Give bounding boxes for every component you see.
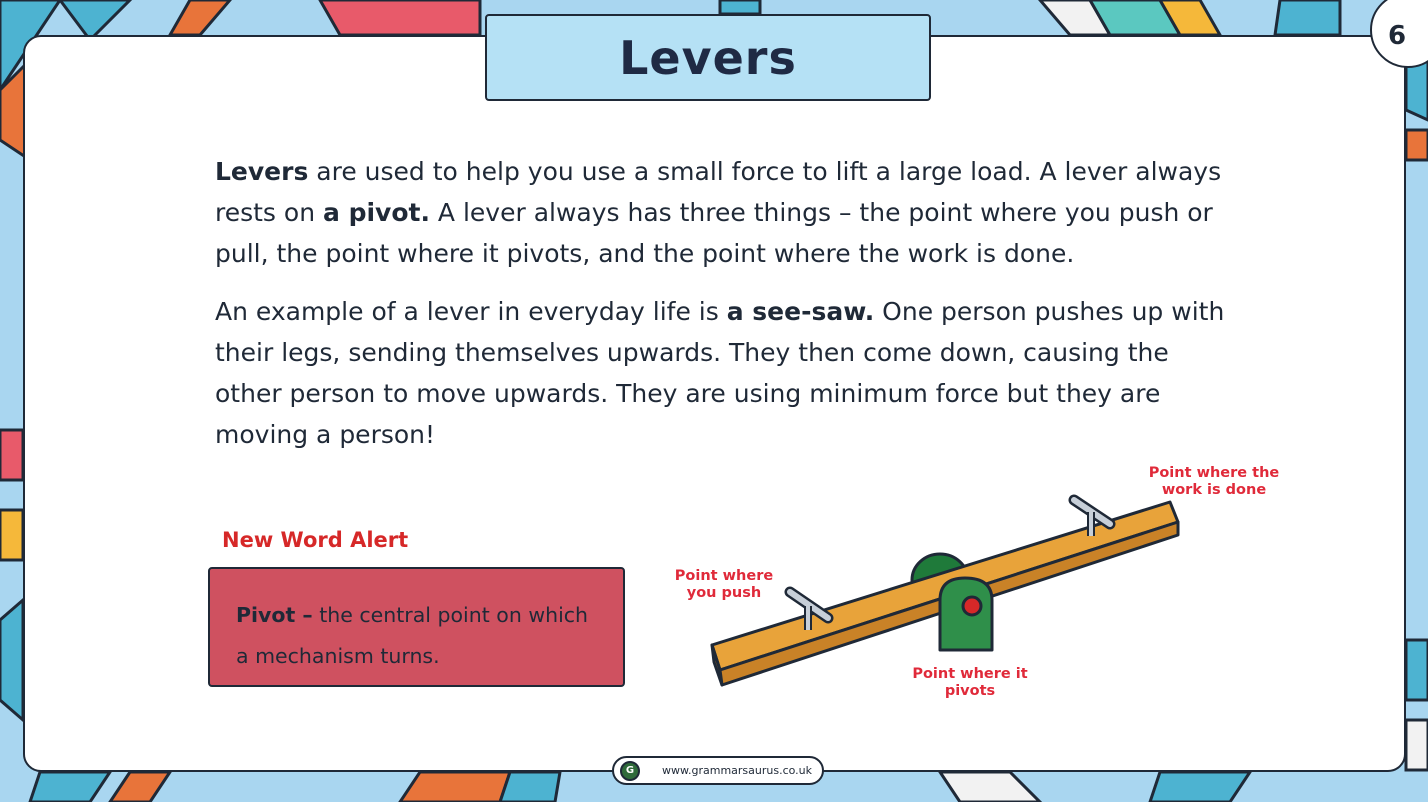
intro-paragraph: Levers are used to help you use a small force to lift a large load. A lever always rests on a pivot. A lever always has three things – the point where you push or pull, the point where it pivots, and the point where the work is done.	[215, 157, 1222, 268]
footer-url: www.grammarsaurus.co.uk	[662, 764, 813, 777]
term-levers: Levers	[215, 157, 309, 186]
example-paragraph: An example of a lever in everyday life is a see-saw. One person pushes up with their legs, sending themselves upwards. They then come down, causing the other person to move upwards. They are using minimum force but they are moving a person!	[215, 297, 1225, 449]
label-work-point: Point where the work is done	[1148, 465, 1280, 498]
label-pivot-point: Point where it pivots	[912, 666, 1028, 699]
grammarsaurus-logo-icon: G	[620, 761, 640, 781]
definition-term: Pivot –	[236, 603, 313, 627]
footer-website[interactable]	[612, 756, 824, 785]
page-number: 6	[1370, 0, 1428, 68]
term-see-saw: a see-saw.	[726, 297, 875, 326]
title-banner	[485, 14, 931, 101]
definition-text: the central point on which a mechanism turns.	[236, 603, 589, 668]
label-push-point: Point where you push	[674, 568, 774, 601]
new-word-alert-heading: New Word Alert	[222, 528, 409, 552]
definition-box	[208, 567, 625, 687]
page-title: Levers	[619, 30, 797, 85]
term-pivot: a pivot.	[323, 198, 430, 227]
